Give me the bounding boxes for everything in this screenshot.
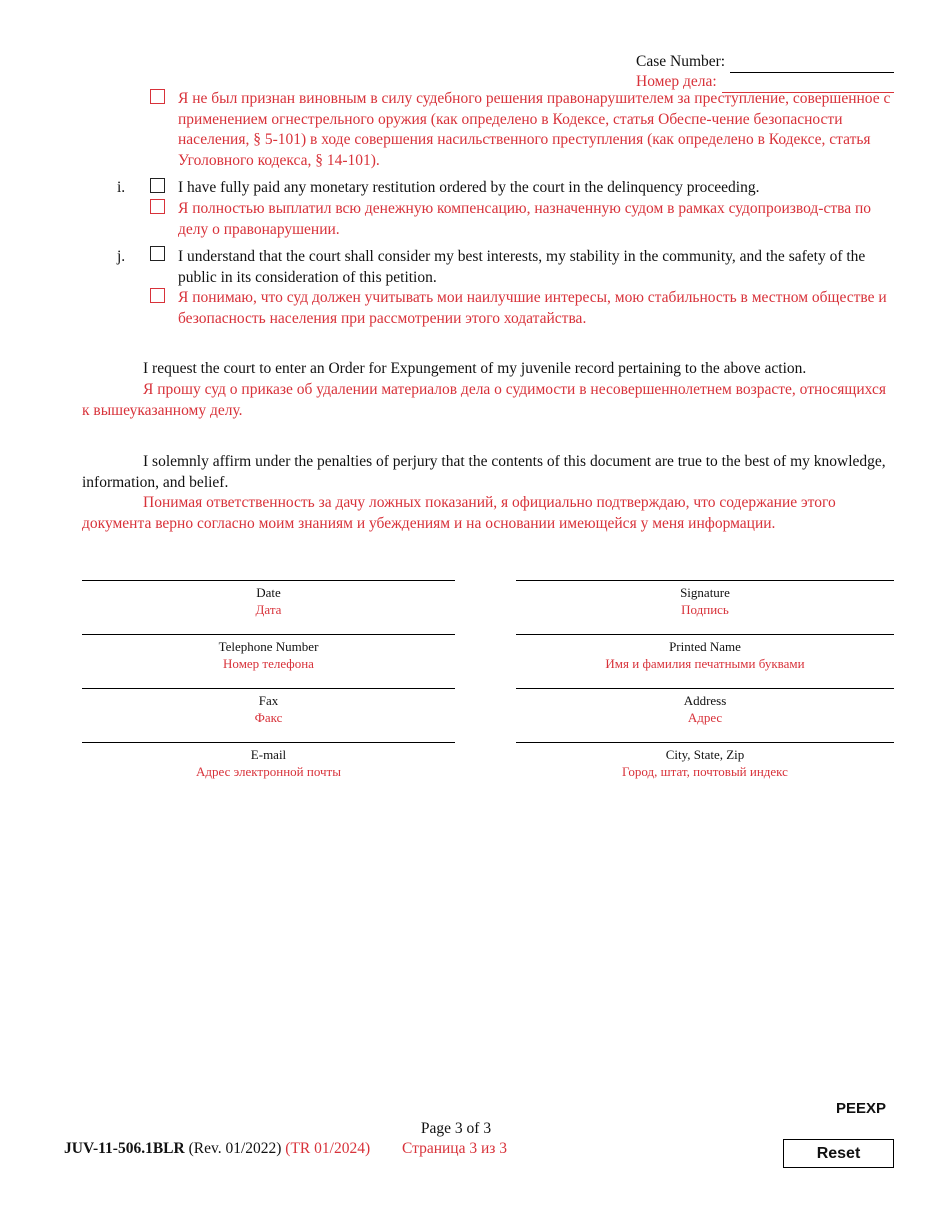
item-i-letter: i. — [117, 179, 126, 196]
telephone-field[interactable] — [82, 634, 455, 672]
reset-button[interactable]: Reset — [783, 1139, 894, 1168]
email-label: E-mail — [250, 747, 287, 762]
email-label-ru: Адрес электронной почты — [196, 764, 341, 779]
item-i-ru-text: Я полностью выплатил всю денежную компенсацию, назначенную судом в рамках судопроизвод-ства по делу о правонарушении. — [178, 200, 872, 238]
item-j-text: I understand that the court shall consider my best interests, my stability in the community, and the safety of the public in its consideration of this petition. — [178, 248, 866, 286]
fax-label-ru: Факс — [254, 710, 283, 725]
item-i-text: I have fully paid any monetary restitution ordered by the court in the delinquency proceeding. — [178, 179, 760, 196]
printed-name-label: Printed Name — [669, 639, 741, 654]
city-state-zip-label-ru: Город, штат, почтовый индекс — [622, 764, 788, 779]
item-h-ru-checkbox[interactable] — [150, 89, 165, 104]
item-i-checkbox[interactable] — [150, 178, 165, 193]
affirmation-text-ru: Понимая ответственность за дачу ложных показаний, я официально подтверждаю, что содержание этого документа верно согласно моим знаниям и убеждениям и на основании имеющейся у меня информации. — [82, 494, 836, 532]
address-label: Address — [683, 693, 727, 708]
telephone-label-ru: Номер телефона — [223, 656, 314, 671]
printed-name-field[interactable] — [516, 634, 894, 672]
form-id: JUV-11-506.1BLR — [64, 1140, 185, 1157]
telephone-label: Telephone Number — [218, 639, 319, 654]
page-number-ru: Страница 3 из 3 — [401, 1140, 508, 1157]
item-i-ru-checkbox[interactable] — [150, 199, 165, 214]
address-field[interactable] — [516, 688, 894, 726]
fax-field[interactable] — [82, 688, 455, 726]
case-number-input[interactable] — [730, 57, 894, 73]
city-state-zip-label: City, State, Zip — [665, 747, 745, 762]
request-text: I request the court to enter an Order for Expungement of my juvenile record pertaining to the above action. — [143, 360, 807, 377]
email-field[interactable] — [82, 742, 455, 780]
address-label-ru: Адрес — [687, 710, 723, 725]
request-text-ru: Я прошу суд о приказе об удалении материалов дела о судимости в несовершеннолетнем возрасте, относящихся к вышеуказанному делу. — [82, 381, 886, 419]
item-j-letter: j. — [117, 248, 126, 265]
item-j-ru-text: Я понимаю, что суд должен учитывать мои наилучшие интересы, мою стабильность в местном обществе и безопасность населения при рассмотрении этого ходатайства. — [178, 289, 887, 327]
signature-label-ru: Подпись — [681, 602, 729, 617]
date-field[interactable] — [82, 580, 455, 618]
form-code: PEEXP — [836, 1100, 887, 1117]
fax-label: Fax — [258, 693, 279, 708]
printed-name-label-ru: Имя и фамилия печатными буквами — [605, 656, 805, 671]
city-state-zip-field[interactable] — [516, 742, 894, 780]
affirmation-text: I solemnly affirm under the penalties of perjury that the contents of this document are true to the best of my knowledge, information, and belief. — [82, 453, 886, 491]
case-number-label: Case Number: — [636, 53, 726, 70]
signature-label: Signature — [680, 585, 730, 600]
item-h-ru-text: Я не был признан виновным в силу судебного решения правонарушителем за преступление, совершенное с применением огнестрельного оружия (как определено в Кодексе, статья Обеспе-чение безопасности населения, § 5-101) в ходе совершения насильственного преступления (как определено в Кодексе, статья Уголовного кодекса, § 14-101). — [178, 90, 891, 169]
form-revision: (Rev. 01/2022) — [188, 1140, 282, 1157]
date-label: Date — [256, 585, 281, 600]
case-number-label-ru: Номер дела: — [636, 73, 717, 90]
item-j-checkbox[interactable] — [150, 246, 165, 261]
case-number-row — [636, 52, 894, 73]
signature-field[interactable] — [516, 580, 894, 618]
date-label-ru: Дата — [255, 602, 282, 617]
page-number: Page 3 of 3 — [420, 1120, 492, 1137]
item-j-ru-checkbox[interactable] — [150, 288, 165, 303]
form-id-line — [64, 1139, 507, 1160]
translation-revision: (TR 01/2024) — [285, 1140, 371, 1157]
